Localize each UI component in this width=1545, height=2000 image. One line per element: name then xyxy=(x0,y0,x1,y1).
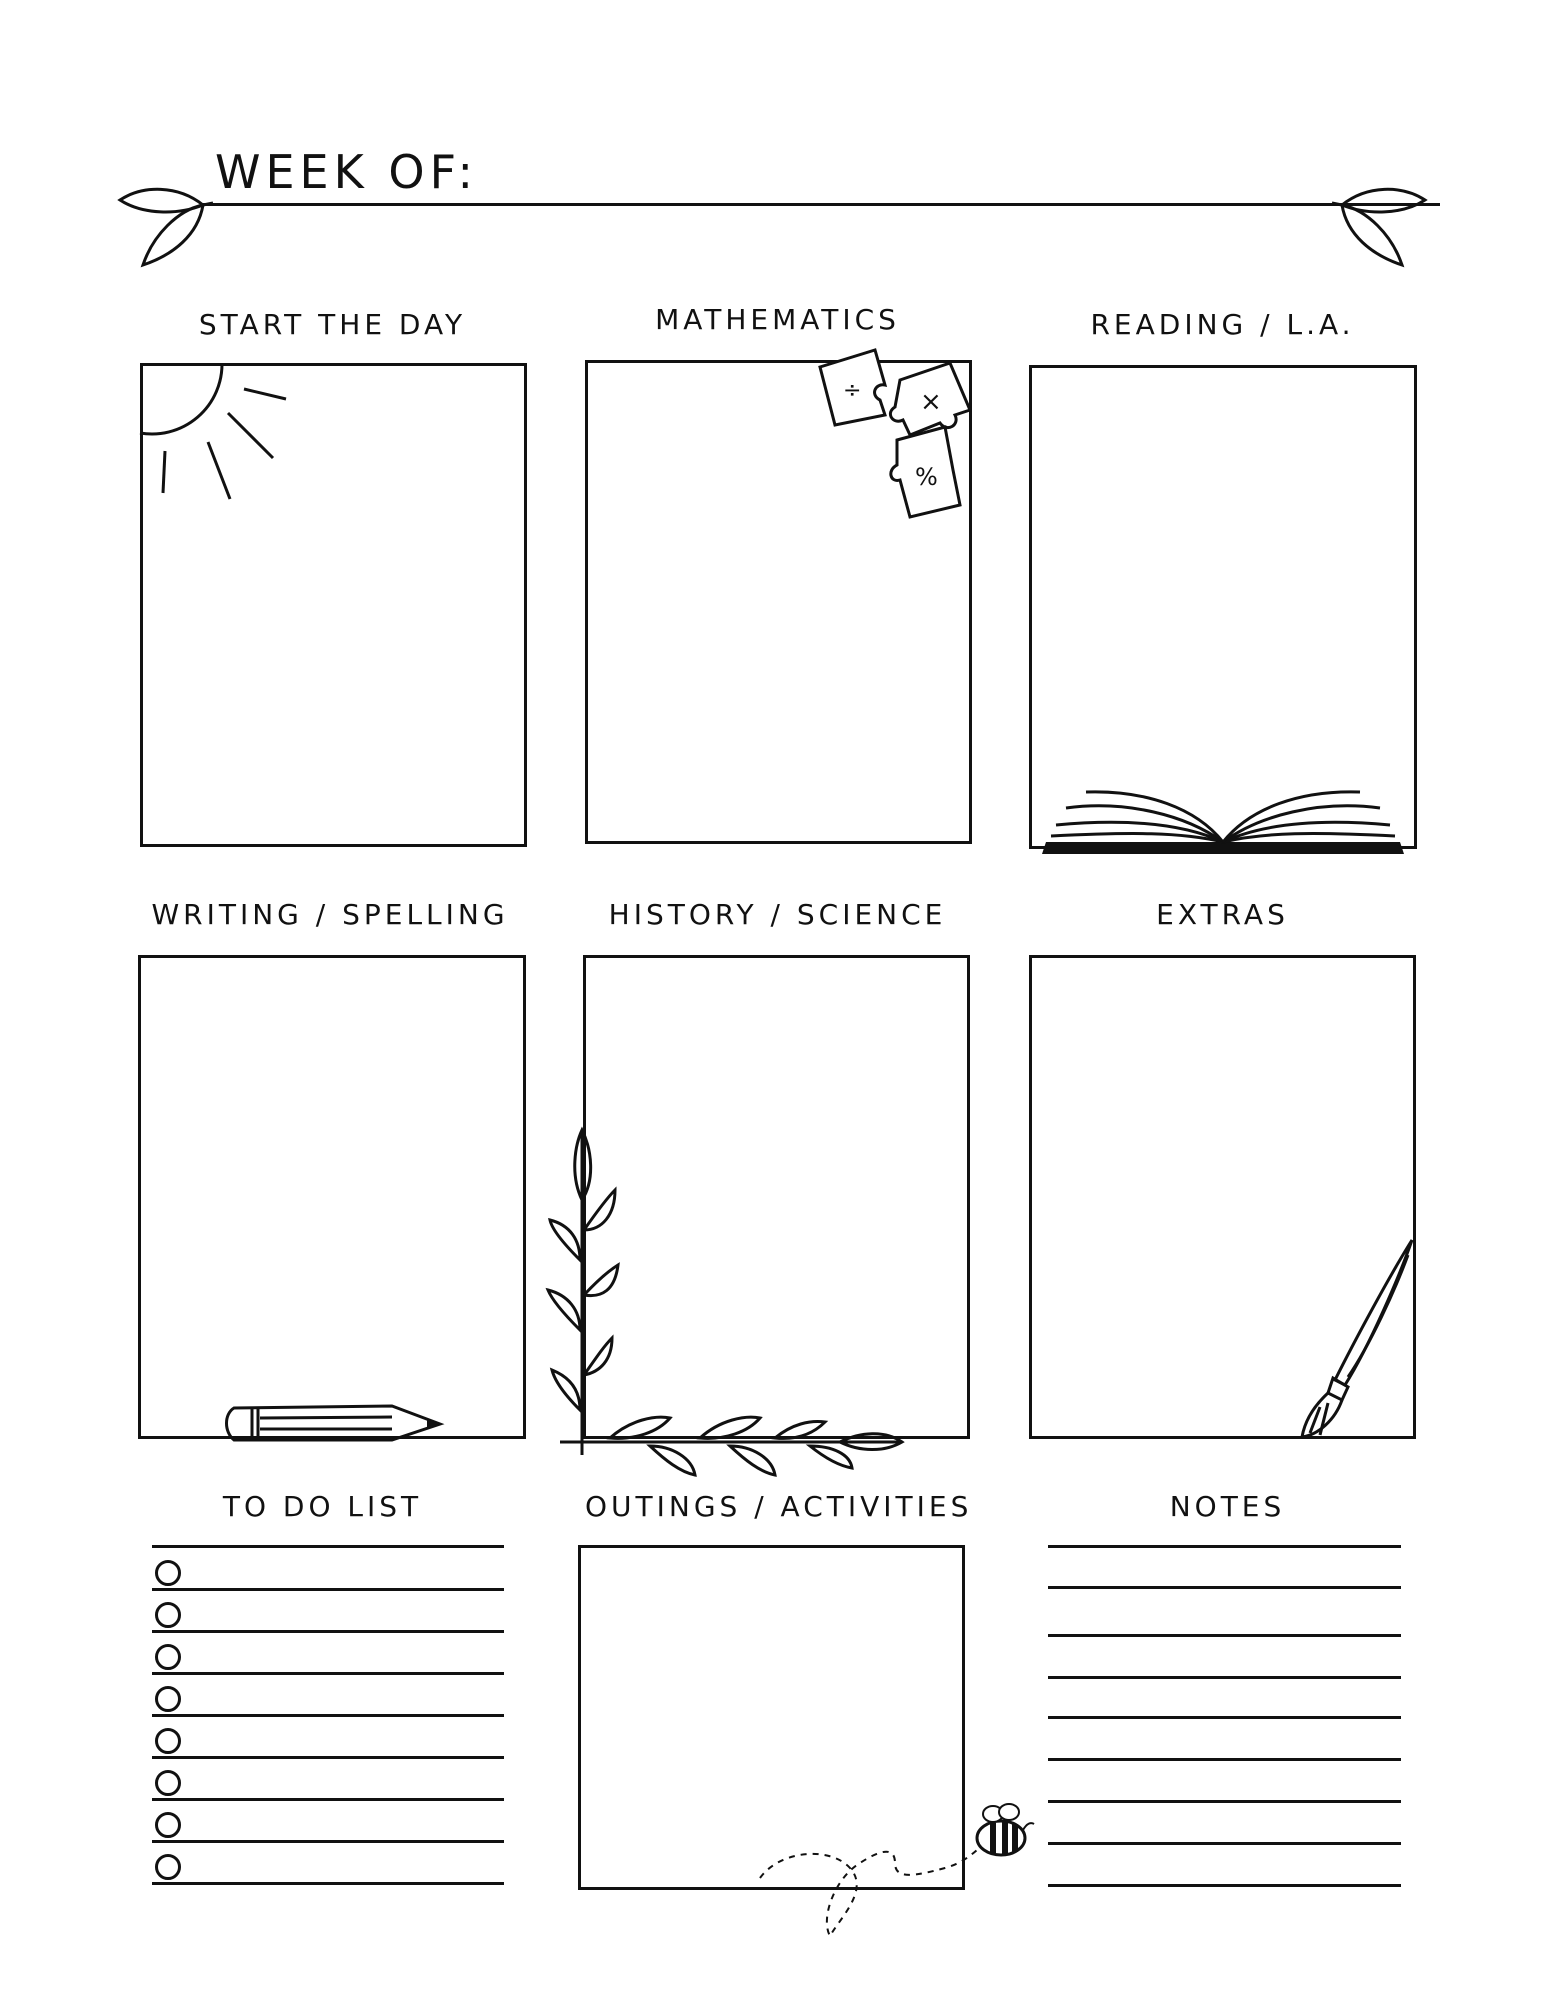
notes-line[interactable] xyxy=(1048,1634,1401,1637)
todo-checkbox[interactable] xyxy=(155,1686,181,1712)
leaf-icon xyxy=(118,180,213,270)
pencil-icon xyxy=(222,1402,447,1444)
todo-line[interactable] xyxy=(152,1882,504,1885)
todo-line[interactable] xyxy=(152,1840,504,1843)
todo-label: TO DO LIST xyxy=(222,1490,423,1523)
outings-label: OUTINGS / ACTIVITIES xyxy=(585,1490,973,1523)
branch-icon xyxy=(540,1120,910,1480)
paintbrush-icon xyxy=(1290,1235,1415,1440)
notes-line[interactable] xyxy=(1048,1545,1401,1548)
todo-checkbox[interactable] xyxy=(155,1770,181,1796)
todo-checkbox[interactable] xyxy=(155,1812,181,1838)
todo-line[interactable] xyxy=(152,1798,504,1801)
week-of-line[interactable] xyxy=(200,203,1440,206)
todo-checkbox[interactable] xyxy=(155,1728,181,1754)
todo-top-line xyxy=(152,1545,504,1548)
mathematics-label: MATHEMATICS xyxy=(655,303,900,336)
puzzle-icon xyxy=(815,345,995,520)
notes-label: NOTES xyxy=(1169,1490,1286,1523)
page-title: WEEK OF: xyxy=(215,145,478,199)
svg-text:×: × xyxy=(920,387,942,417)
book-icon xyxy=(1036,770,1410,860)
todo-checkbox[interactable] xyxy=(155,1602,181,1628)
history-label: HISTORY / SCIENCE xyxy=(608,898,947,931)
notes-line[interactable] xyxy=(1048,1842,1401,1845)
extras-label: EXTRAS xyxy=(1156,898,1289,931)
todo-line[interactable] xyxy=(152,1756,504,1759)
notes-line[interactable] xyxy=(1048,1586,1401,1589)
notes-line[interactable] xyxy=(1048,1676,1401,1679)
notes-line[interactable] xyxy=(1048,1758,1401,1761)
todo-line[interactable] xyxy=(152,1714,504,1717)
todo-checkbox[interactable] xyxy=(155,1560,181,1586)
writing-box[interactable] xyxy=(138,955,526,1439)
notes-line[interactable] xyxy=(1048,1884,1401,1887)
svg-text:%: % xyxy=(915,463,938,491)
notes-line[interactable] xyxy=(1048,1716,1401,1719)
todo-checkbox[interactable] xyxy=(155,1644,181,1670)
sun-icon xyxy=(140,363,290,513)
todo-checkbox[interactable] xyxy=(155,1854,181,1880)
todo-line[interactable] xyxy=(152,1630,504,1633)
start-the-day-label: START THE DAY xyxy=(198,308,467,341)
reading-label: READING / L.A. xyxy=(1090,308,1355,341)
writing-label: WRITING / SPELLING xyxy=(151,898,509,931)
notes-line[interactable] xyxy=(1048,1800,1401,1803)
bee-icon xyxy=(755,1768,1035,1943)
todo-line[interactable] xyxy=(152,1588,504,1591)
todo-line[interactable] xyxy=(152,1672,504,1675)
leaf-icon xyxy=(1332,180,1427,270)
svg-text:÷: ÷ xyxy=(843,378,862,403)
